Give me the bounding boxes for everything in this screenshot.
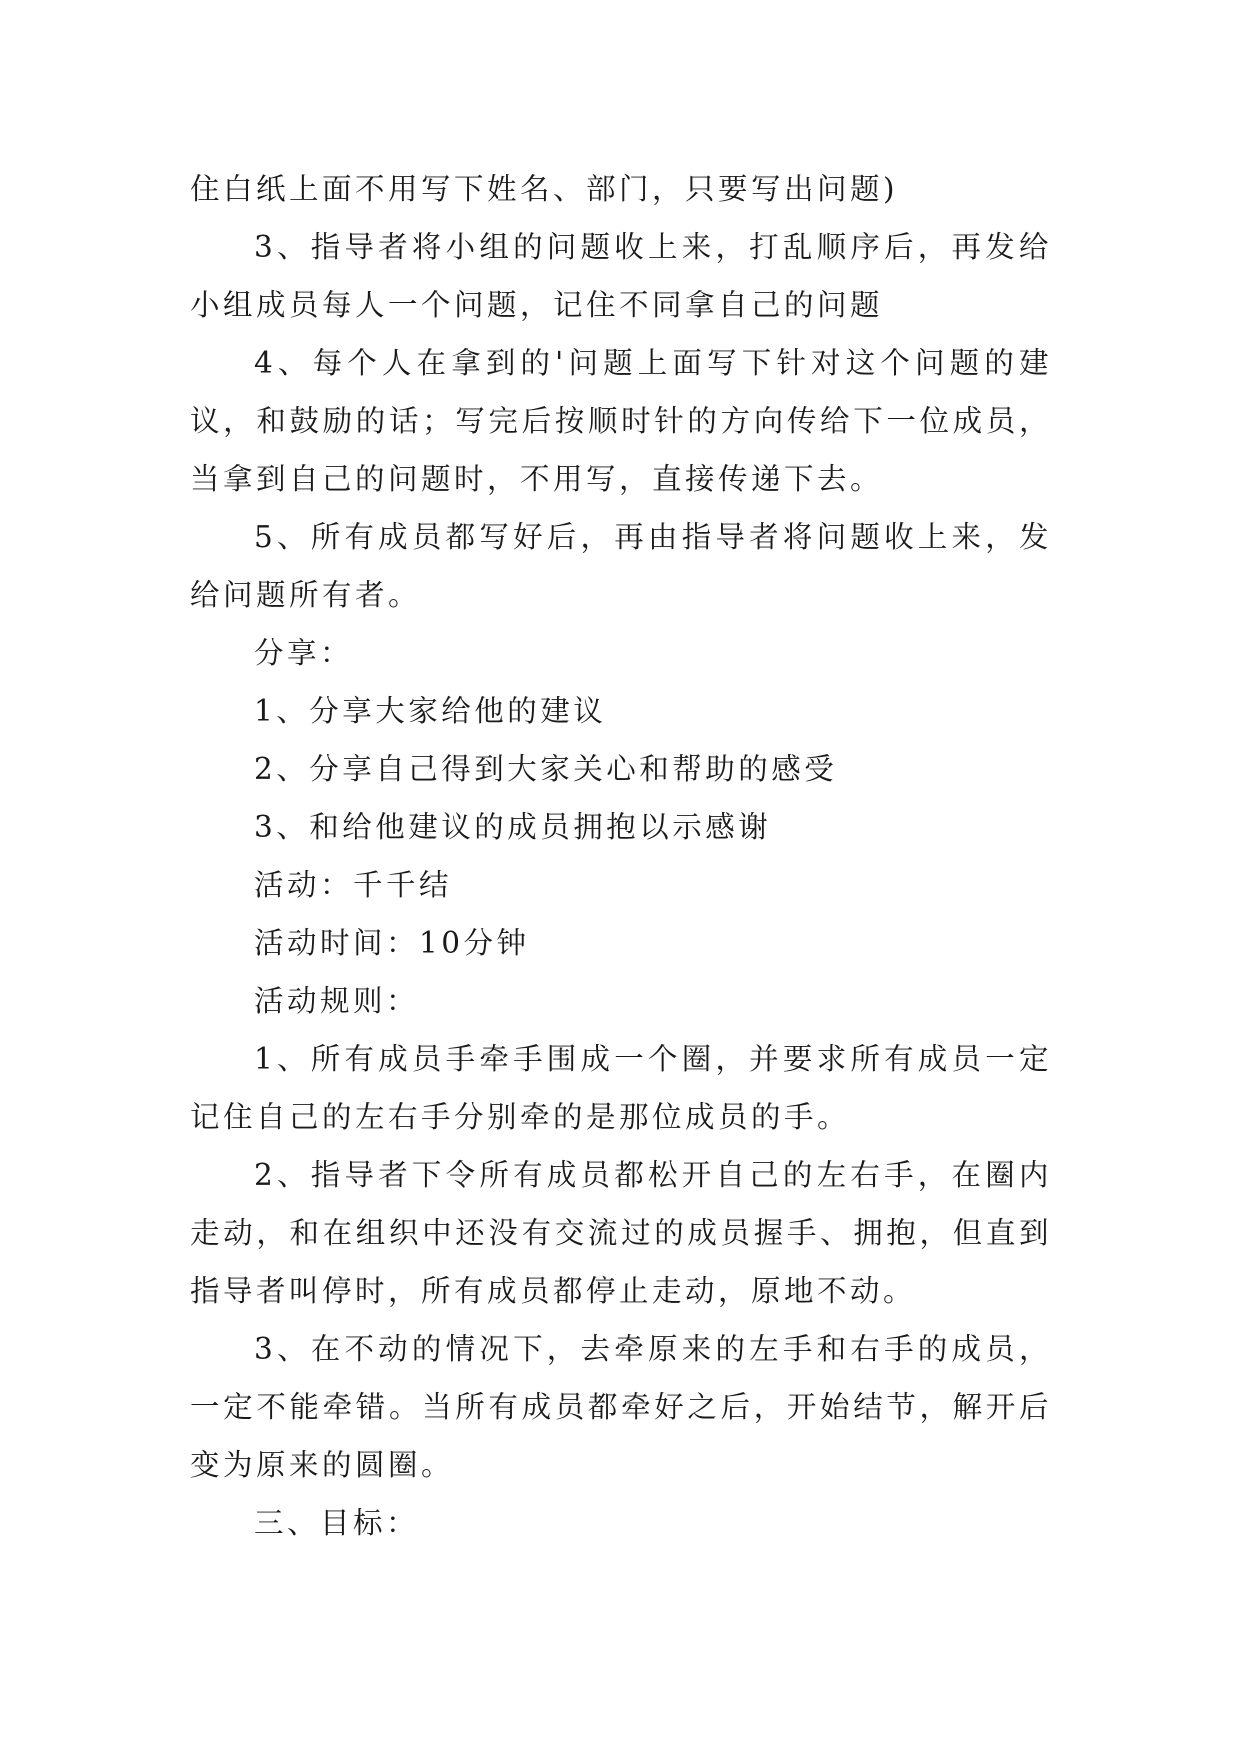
rule-item-3: 3、在不动的情况下，去牵原来的左手和右手的成员，一定不能牵错。当所有成员都牵好之后，开始结节，解开后变为原来的圆圈。 xyxy=(190,1332,1052,1482)
document-body xyxy=(190,160,1052,1552)
activity-title: 活动：千千结 xyxy=(254,868,453,902)
list-item-share-1: 1、分享大家给他的建议 xyxy=(254,694,607,728)
section-heading-share: 分享： xyxy=(254,636,354,670)
rule-item-1: 1、所有成员手牵手围成一个圈，并要求所有成员一定记住自己的左右手分别牵的是那位成员的手。 xyxy=(190,1042,1052,1134)
list-item-share-3: 3、和给他建议的成员拥抱以示感谢 xyxy=(254,810,772,844)
paragraph-continuation: 住白纸上面不用写下姓名、部门，只要写出问题) xyxy=(190,172,899,206)
activity-duration: 活动时间：10分钟 xyxy=(254,926,530,960)
list-item-share-2: 2、分享自己得到大家关心和帮助的感受 xyxy=(254,752,838,786)
paragraph-step-5: 5、所有成员都写好后，再由指导者将问题收上来，发给问题所有者。 xyxy=(190,520,1052,612)
paragraph-step-4: 4、每个人在拿到的'问题上面写下针对这个问题的建议，和鼓励的话；写完后按顺时针的方向传给下一位成员，当拿到自己的问题时，不用写，直接传递下去。 xyxy=(190,346,1052,496)
rule-item-2: 2、指导者下令所有成员都松开自己的左右手，在圈内走动，和在组织中还没有交流过的成员握手、拥抱，但直到指导者叫停时，所有成员都停止走动，原地不动。 xyxy=(190,1158,1052,1308)
section-heading-goals: 三、目标： xyxy=(254,1506,420,1540)
paragraph-step-3: 3、指导者将小组的问题收上来，打乱顺序后，再发给小组成员每人一个问题，记住不同拿自己的问题 xyxy=(190,230,1052,322)
activity-rules-heading: 活动规则： xyxy=(254,984,420,1018)
